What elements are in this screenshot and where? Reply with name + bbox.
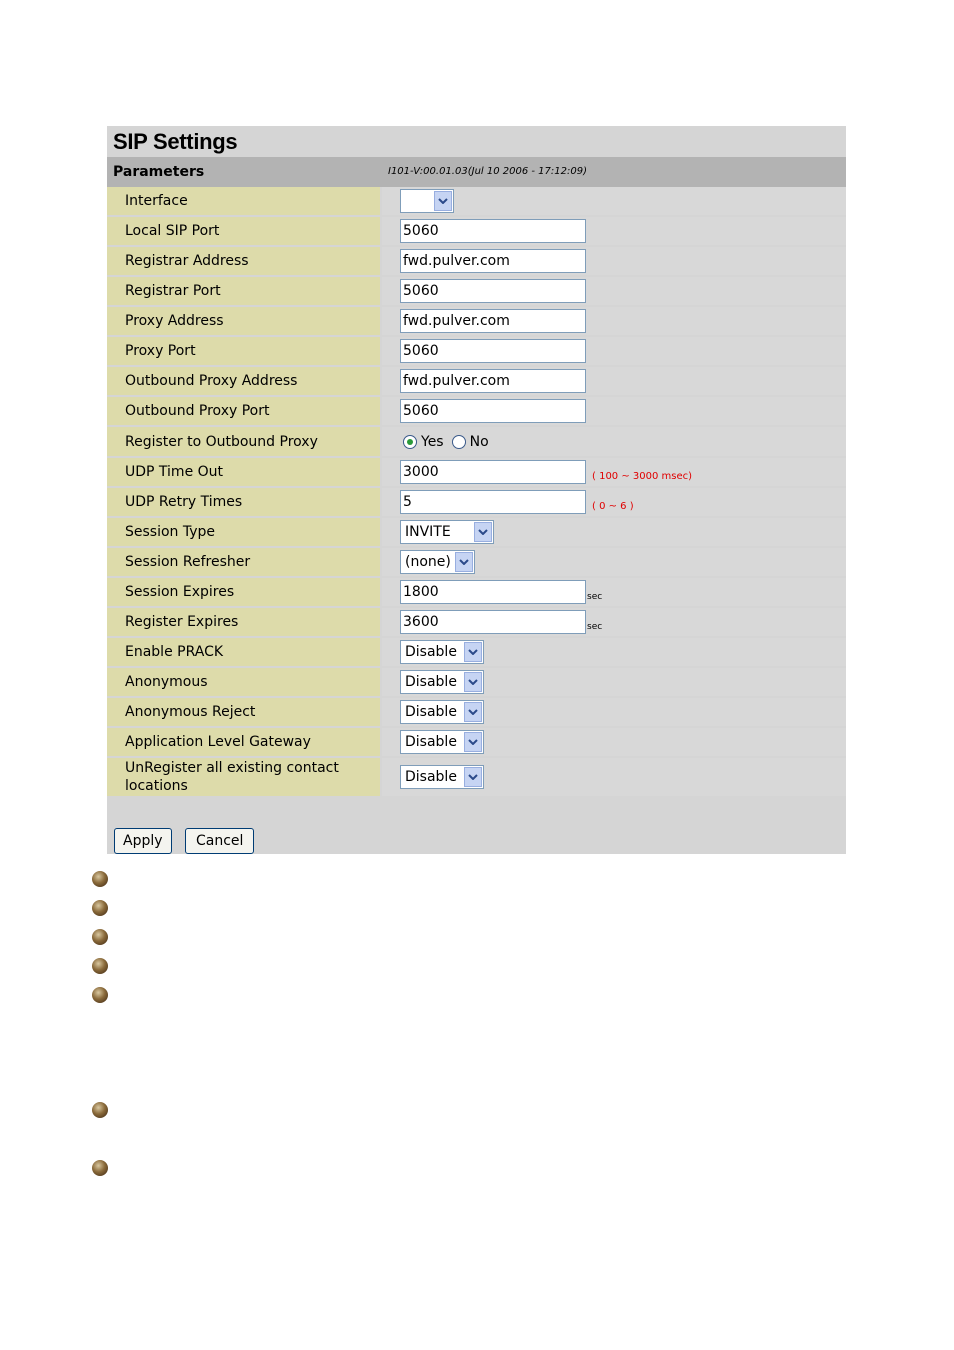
udp-retry-times-input[interactable]: 5 [400, 490, 586, 514]
row-proxy-port [107, 337, 846, 367]
anonymous-label: Anonymous [107, 668, 380, 696]
session-refresher-label: Session Refresher [107, 548, 380, 576]
row-enable-prack [107, 638, 846, 668]
register-outbound-proxy-label: Register to Outbound Proxy [107, 427, 380, 456]
udp-time-out-input[interactable]: 3000 [400, 460, 586, 484]
proxy-port-input[interactable]: 5060 [400, 339, 586, 363]
yes-radio-label: Yes [421, 433, 444, 450]
row-session-type [107, 518, 846, 548]
session-expires-unit: sec [587, 592, 603, 602]
register-expires-label: Register Expires [107, 608, 380, 636]
row-registrar-port [107, 277, 846, 307]
row-anonymous [107, 668, 846, 698]
button-bar [107, 798, 846, 854]
no-radio[interactable] [452, 435, 466, 449]
bullet-icon [92, 1102, 108, 1118]
row-anonymous-reject [107, 698, 846, 728]
row-session-expires [107, 578, 846, 608]
row-outbound-proxy-port [107, 397, 846, 427]
proxy-port-label: Proxy Port [107, 337, 380, 365]
anonymous-reject-value: Disable [405, 704, 457, 720]
parameters-label: Parameters [113, 164, 205, 180]
bullet-icon [92, 1160, 108, 1176]
registrar-port-input[interactable]: 5060 [400, 279, 586, 303]
local-sip-port-input[interactable]: 5060 [400, 219, 586, 243]
firmware-version: I101-V:00.01.03(Jul 10 2006 - 17:12:09) [388, 166, 587, 177]
enable-prack-value: Disable [405, 644, 457, 660]
row-udp-retry-times [107, 488, 846, 518]
unregister-contacts-select[interactable] [400, 765, 484, 789]
row-unregister-contacts [107, 758, 846, 798]
register-expires-input[interactable]: 3600 [400, 610, 586, 634]
row-outbound-proxy-address [107, 367, 846, 397]
chevron-down-icon[interactable] [474, 522, 492, 542]
row-interface [107, 187, 846, 217]
proxy-address-input[interactable]: fwd.pulver.com [400, 309, 586, 333]
anonymous-reject-select[interactable] [400, 700, 484, 724]
registrar-address-label: Registrar Address [107, 247, 380, 275]
anonymous-select[interactable] [400, 670, 484, 694]
session-expires-label: Session Expires [107, 578, 380, 606]
apply-button[interactable]: Apply [114, 828, 172, 854]
bullet-icon [92, 987, 108, 1003]
enable-prack-select[interactable] [400, 640, 484, 664]
cancel-button[interactable]: Cancel [185, 828, 254, 854]
anonymous-reject-label: Anonymous Reject [107, 698, 380, 726]
outbound-proxy-port-input[interactable]: 5060 [400, 399, 586, 423]
proxy-address-label: Proxy Address [107, 307, 380, 335]
outbound-proxy-port-label: Outbound Proxy Port [107, 397, 380, 425]
page-title: SIP Settings [113, 129, 238, 154]
session-refresher-value: (none) [405, 554, 451, 570]
register-outbound-proxy-radio-group [403, 434, 489, 450]
udp-time-out-range-note: ( 100 ~ 3000 msec) [592, 470, 693, 482]
session-refresher-select[interactable] [400, 550, 475, 574]
session-type-select[interactable] [400, 520, 494, 544]
sip-settings-panel [107, 126, 846, 854]
row-session-refresher [107, 548, 846, 578]
parameters-header [107, 157, 846, 187]
application-level-gateway-select[interactable] [400, 730, 484, 754]
outbound-proxy-address-label: Outbound Proxy Address [107, 367, 380, 395]
row-udp-time-out [107, 458, 846, 488]
enable-prack-label: Enable PRACK [107, 638, 380, 666]
session-type-value: INVITE [405, 524, 451, 540]
chevron-down-icon[interactable] [464, 672, 482, 692]
row-register-expires [107, 608, 846, 638]
interface-label: Interface [107, 187, 380, 215]
udp-retry-times-range-note: ( 0 ~ 6 ) [592, 500, 634, 512]
chevron-down-icon[interactable] [464, 732, 482, 752]
register-expires-unit: sec [587, 622, 603, 632]
row-proxy-address [107, 307, 846, 337]
interface-select[interactable] [400, 189, 454, 213]
udp-time-out-label: UDP Time Out [107, 458, 380, 486]
local-sip-port-label: Local SIP Port [107, 217, 380, 245]
unregister-contacts-label: UnRegister all existing contact locations [107, 758, 380, 796]
unregister-contacts-value: Disable [405, 769, 457, 785]
registrar-address-input[interactable]: fwd.pulver.com [400, 249, 586, 273]
row-application-level-gateway [107, 728, 846, 758]
application-level-gateway-value: Disable [405, 734, 457, 750]
bullet-icon [92, 900, 108, 916]
bullet-icon [92, 871, 108, 887]
yes-radio[interactable] [403, 435, 417, 449]
no-radio-label: No [469, 433, 489, 450]
session-expires-input[interactable]: 1800 [400, 580, 586, 604]
registrar-port-label: Registrar Port [107, 277, 380, 305]
bullet-icon [92, 958, 108, 974]
chevron-down-icon[interactable] [464, 767, 482, 787]
chevron-down-icon[interactable] [434, 191, 452, 211]
udp-retry-times-label: UDP Retry Times [107, 488, 380, 516]
chevron-down-icon[interactable] [464, 642, 482, 662]
chevron-down-icon[interactable] [455, 552, 473, 572]
row-register-outbound-proxy [107, 427, 846, 458]
application-level-gateway-label: Application Level Gateway [107, 728, 380, 756]
anonymous-value: Disable [405, 674, 457, 690]
session-type-label: Session Type [107, 518, 380, 546]
chevron-down-icon[interactable] [464, 702, 482, 722]
row-local-sip-port [107, 217, 846, 247]
outbound-proxy-address-input[interactable]: fwd.pulver.com [400, 369, 586, 393]
row-registrar-address [107, 247, 846, 277]
bullet-icon [92, 929, 108, 945]
